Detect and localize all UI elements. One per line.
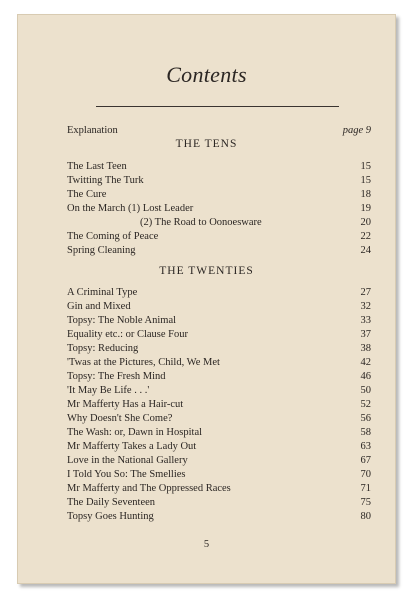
toc-entry: [67, 426, 371, 440]
entry-page: 15: [360, 175, 371, 186]
toc-entry: [67, 468, 371, 482]
toc-entry: [67, 398, 371, 412]
section-heading-twenties: THE TWENTIES: [159, 265, 254, 277]
entry-title: Mr Mafferty Has a Hair-cut: [67, 399, 184, 410]
entry-page: 32: [360, 301, 371, 312]
entry-page: 63: [360, 441, 371, 452]
toc-entry: [67, 510, 371, 524]
entry-title: Mr Mafferty Takes a Lady Out: [67, 441, 197, 452]
entry-title: (2) The Road to Oonoesware: [140, 217, 262, 228]
entry-title: Topsy: The Noble Animal: [67, 315, 177, 326]
entry-title: Explanation: [67, 125, 118, 136]
toc-entry: [67, 314, 371, 328]
toc-entry: [67, 174, 371, 188]
entry-title: I Told You So: The Smellies: [67, 469, 186, 480]
toc-entry: [67, 356, 371, 370]
entry-page: 71: [360, 483, 371, 494]
entry-title: 'It May Be Life . . .': [67, 385, 150, 396]
entry-title: Topsy: Reducing: [67, 343, 139, 354]
toc-entry: [67, 342, 371, 356]
entry-page: 19: [360, 203, 371, 214]
entry-page: 46: [360, 371, 371, 382]
entry-page: 37: [360, 329, 371, 340]
entry-title: On the March (1) Lost Leader: [67, 203, 194, 214]
entry-page: 15: [360, 161, 371, 172]
toc-entry: [67, 328, 371, 342]
toc-entry: [67, 440, 371, 454]
title-rule: [96, 106, 339, 107]
entry-title: The Last Teen: [67, 161, 127, 172]
toc-entry: [67, 230, 371, 244]
section-heading-tens: THE TENS: [175, 138, 238, 150]
book-page: [17, 14, 396, 584]
contents-title: Contents: [166, 62, 247, 87]
entry-title: The Cure: [67, 189, 107, 200]
toc-entry: [67, 160, 371, 174]
entry-page: 18: [360, 189, 371, 200]
entry-page: 67: [360, 455, 371, 466]
entry-page: 56: [360, 413, 371, 424]
entry-page: 52: [360, 399, 371, 410]
toc-entry: [67, 202, 371, 216]
entry-title: Twitting The Turk: [67, 175, 144, 186]
entry-title: The Daily Seventeen: [67, 497, 156, 508]
entry-page: 75: [360, 497, 371, 508]
toc-entry: [67, 300, 371, 314]
entry-title: Mr Mafferty and The Oppressed Races: [67, 483, 231, 494]
toc-entry: [67, 496, 371, 510]
toc-entry: [67, 216, 371, 230]
entry-page: 50: [360, 385, 371, 396]
explanation-entry: [67, 124, 371, 138]
entry-page: 22: [360, 231, 371, 242]
entry-title: Why Doesn't She Come?: [67, 413, 173, 424]
entry-page: 70: [360, 469, 371, 480]
entry-title: Gin and Mixed: [67, 301, 131, 312]
entry-title: Spring Cleaning: [67, 245, 136, 256]
entry-page: 27: [360, 287, 371, 298]
entry-title: Love in the National Gallery: [67, 455, 188, 466]
entry-title: 'Twas at the Pictures, Child, We Met: [67, 357, 220, 368]
entry-page: 58: [360, 427, 371, 438]
entry-title: Topsy: The Fresh Mind: [67, 371, 166, 382]
entry-page: 42: [360, 357, 371, 368]
entry-title: Equality etc.: or Clause Four: [67, 329, 189, 340]
entry-title: A Criminal Type: [67, 287, 138, 298]
page-number: 5: [203, 539, 210, 550]
toc-entry: [67, 454, 371, 468]
entry-page: 20: [360, 217, 371, 228]
toc-entry: [67, 286, 371, 300]
entry-title: The Coming of Peace: [67, 231, 159, 242]
toc-entry: [67, 188, 371, 202]
entry-page: page 9: [342, 125, 371, 136]
entry-page: 38: [360, 343, 371, 354]
entry-page: 33: [360, 315, 371, 326]
toc-entry: [67, 482, 371, 496]
toc-entry: [67, 384, 371, 398]
entry-page: 80: [360, 511, 371, 522]
toc-entry: [67, 412, 371, 426]
entry-title: The Wash: or, Dawn in Hospital: [67, 427, 203, 438]
entry-title: Topsy Goes Hunting: [67, 511, 154, 522]
toc-entry: [67, 244, 371, 258]
toc-entry: [67, 370, 371, 384]
entry-page: 24: [360, 245, 371, 256]
